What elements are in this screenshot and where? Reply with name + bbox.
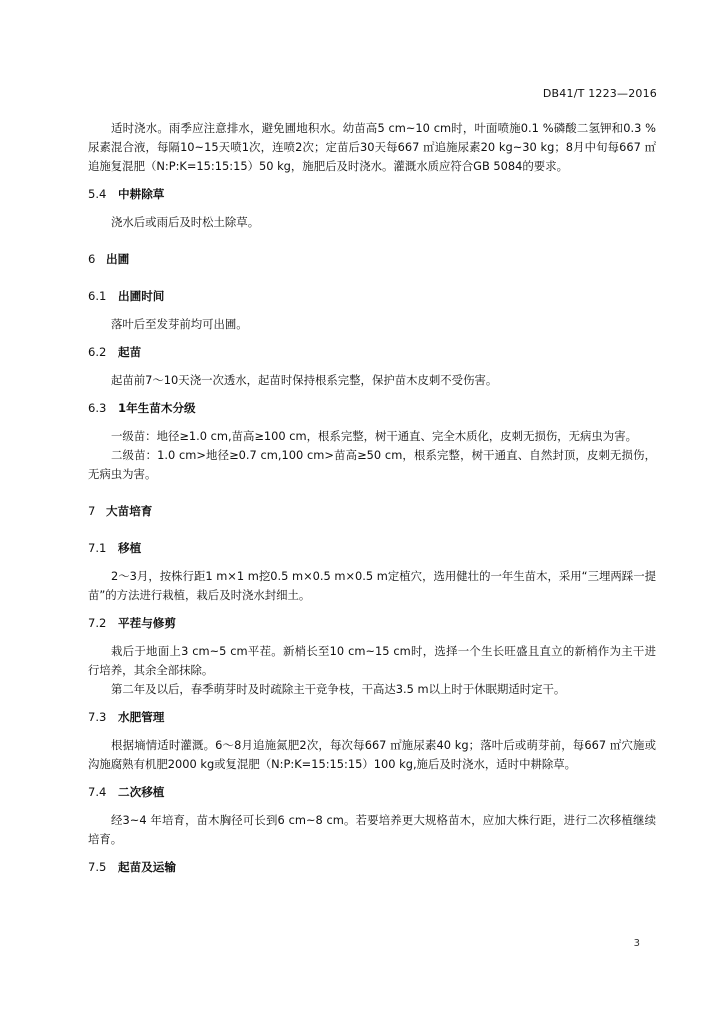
section-heading-6-2 — [88, 343, 656, 362]
chapter-title: 大苗培育 — [106, 504, 153, 518]
section-number: 6.3 — [88, 401, 107, 415]
section-heading-7-2 — [88, 614, 656, 633]
section-number: 7.3 — [88, 710, 107, 724]
section-title: 中耕除草 — [118, 187, 165, 201]
section-heading-7-4 — [88, 783, 656, 802]
section-heading-6-1 — [88, 287, 656, 306]
chapter-heading-6 — [88, 250, 656, 269]
section-number: 6.2 — [88, 345, 107, 359]
paragraph-water-fertilizer: 根据墒情适时灌溉。6～8月追施氮肥2次，每次每667 ㎡施尿素40 kg；落叶后或萌芽前，每667 ㎡穴施或沟施腐熟有机肥2000 kg或复混肥（N:P:K=15:15:15）100 kg,施后及时浇水，适时中耕除草。 — [88, 738, 656, 771]
section-title: 水肥管理 — [118, 710, 165, 724]
section-number: 6.1 — [88, 289, 107, 303]
paragraph-grade-two: 二级苗：1.0 cm>地径≥0.7 cm,100 cm>苗高≥50 cm，根系完整，树干通直、自然封顶，皮刺无损伤，无病虫为害。 — [88, 448, 656, 481]
document-code-header: DB41/T 1223—2016 — [542, 87, 657, 100]
section-heading-7-3 — [88, 708, 656, 727]
paragraph-transplanting: 2～3月，按株行距1 m×1 m挖0.5 m×0.5 m×0.5 m定植穴，选用健壮的一年生苗木，采用“三埋两踩一提苗”的方法进行栽植，栽后及时浇水封细土。 — [88, 569, 656, 602]
paragraph-grade-one: 一级苗：地径≥1.0 cm,苗高≥100 cm，根系完整，树干通直、完全木质化，皮刺无损伤，无病虫为害。 — [111, 429, 637, 443]
paragraph-lifting: 起苗前7～10天浇一次透水，起苗时保持根系完整，保护苗木皮刺不受伤害。 — [111, 373, 498, 387]
section-title: 移植 — [118, 541, 142, 555]
chapter-title: 出圃 — [106, 252, 130, 266]
section-heading-6-3 — [88, 399, 656, 418]
section-heading-7-5 — [88, 858, 656, 877]
section-title: 平茬与修剪 — [118, 616, 176, 630]
section-title: 起苗及运输 — [118, 860, 176, 874]
section-number: 7.1 — [88, 541, 107, 555]
paragraph-outplant-time: 落叶后至发芽前均可出圃。 — [111, 317, 248, 331]
section-title: 起苗 — [118, 345, 142, 359]
section-title: 1年生苗木分级 — [118, 401, 196, 415]
chapter-number: 7 — [88, 504, 96, 518]
paragraph-second-transplant: 经3~4 年培育，苗木胸径可长到6 cm~8 cm。若要培养更大规格苗木，应加大株行距，进行二次移植继续培育。 — [88, 813, 656, 846]
chapter-heading-7 — [88, 502, 656, 521]
section-heading-5-4 — [88, 185, 656, 204]
chapter-number: 6 — [88, 252, 96, 266]
section-title: 出圃时间 — [118, 289, 165, 303]
section-number: 7.4 — [88, 785, 107, 799]
paragraph-weeding: 浇水后或雨后及时松土除草。 — [111, 215, 260, 229]
section-title: 二次移植 — [118, 785, 165, 799]
paragraph-cutting-back: 栽后于地面上3 cm~5 cm平茬。新梢长至10 cm~15 cm时，选择一个生长旺盛且直立的新梢作为主干进行培养，其余全部抹除。 — [88, 644, 656, 677]
section-number: 5.4 — [88, 187, 107, 201]
section-heading-7-1 — [88, 539, 656, 558]
section-number: 7.5 — [88, 860, 107, 874]
section-number: 7.2 — [88, 616, 107, 630]
paragraph-irrigation: 适时浇水。雨季应注意排水，避免圃地积水。幼苗高5 cm~10 cm时，叶面喷施0.1 %磷酸二氢钾和0.3 %尿素混合液，每隔10~15天喷1次，连喷2次；定苗后30天每667 ㎡追施尿素20 kg~30 kg；8月中旬每667 ㎡追施复混肥（N:P:K=15:15:15）50 kg，施肥后及时浇水。灌溉水质应符合GB 5084的要求。 — [88, 121, 656, 173]
page-number: 3 — [633, 938, 640, 949]
document-body — [88, 119, 656, 877]
paragraph-pruning: 第二年及以后，春季萌芽时及时疏除主干竞争枝，干高达3.5 m以上时于休眠期适时定干。 — [111, 682, 566, 696]
